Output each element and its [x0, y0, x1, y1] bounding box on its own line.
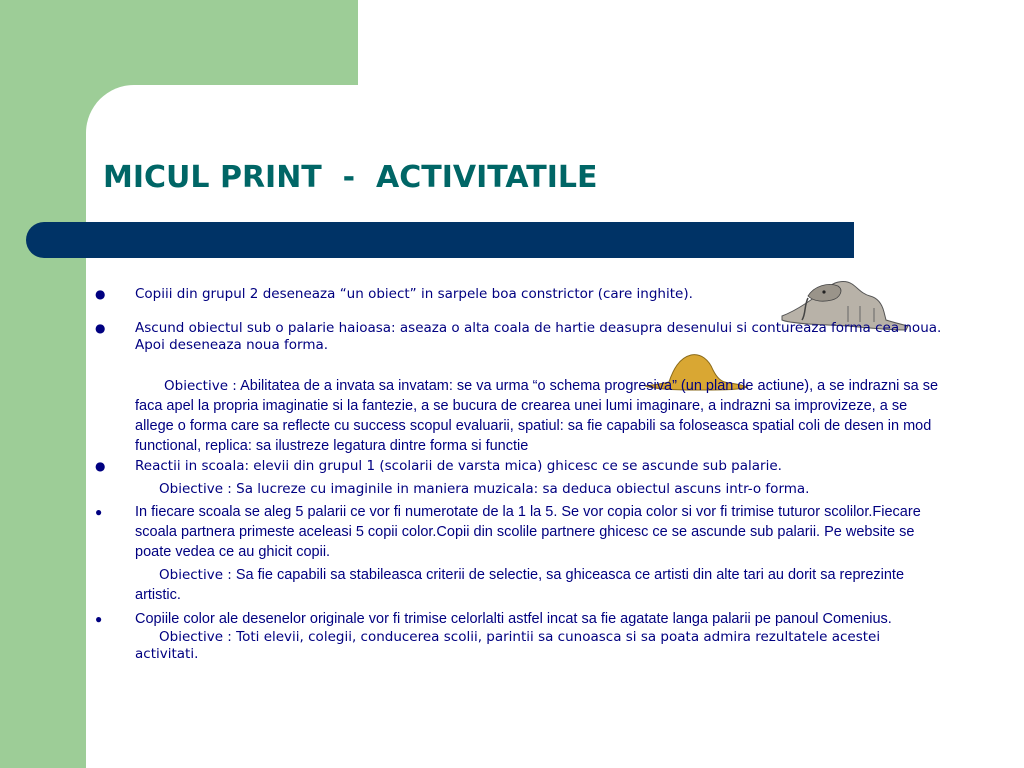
- objective-block-3: [95, 565, 945, 605]
- bullet-item-5: [95, 609, 945, 629]
- objective-label: Obiective :: [159, 567, 232, 583]
- objective-text: Sa lucreze cu imaginile in maniera muzicala: sa deduca obiectul ascuns intr-o forma.: [231, 481, 810, 497]
- bullet-item-4: [95, 502, 945, 562]
- objective-text: Toti elevii, colegii, conducerea scolii, parintii sa cunoasca si sa poata admira rezultatele acestei activitati.: [135, 629, 881, 662]
- bullet-icon: ●: [95, 287, 106, 301]
- objective-text: Abilitatea de a invata sa invatam: se va urma “o schema progresiva” (un plan de actiune), a se indrazni sa se faca apel la propria imaginatie si la fantezie, a se bucura de crearea unei lumi imaginare, a indrazni sa improvizeze, a se allege o forma care sa reflecte cu success scopul evaluarii, spatiul: sa fie capabili sa foloseasca spatial coli de desen in mod functional, replica: sa ilustreze legatura dintre forma si functie: [135, 378, 939, 454]
- bullet-icon: ●: [95, 321, 106, 335]
- bullet-text: In fiecare scoala se aleg 5 palarii ce vor fi numerotate de la 1 la 5. Se vor copia color si vor fi trimise tuturor scolilor.Fiecare scoala partnera primeste aceleasi 5 copii color.Copii din scolile partnere ghicesc ce se ascunde sub palarii. Pe website se poate vedea ce au ghicit copii.: [135, 504, 921, 560]
- bullet-text: Reactii in scoala: elevii din grupul 1 (scolarii de varsta mica) ghicesc ce se ascunde sub palarie.: [135, 458, 782, 474]
- objective-label: Obiective :: [159, 481, 232, 497]
- objective-label: Obiective :: [164, 378, 237, 394]
- bullet-icon: ●: [95, 612, 103, 626]
- slide-content: [95, 284, 945, 663]
- objective-block-1: [95, 376, 945, 456]
- objective-text: Sa fie capabili sa stabileasca criterii de selectie, sa ghiceasca ce artisti din alte tari au dorit sa reprezinte artistic.: [135, 567, 905, 603]
- bullet-item-2: [95, 320, 945, 354]
- objective-block-4: [95, 629, 945, 663]
- objective-label: Obiective :: [159, 629, 232, 645]
- bullet-icon: ●: [95, 505, 103, 519]
- bullet-text: Copiile color ale desenelor originale vor fi trimise celorlalti astfel incat sa fie agatate langa palarii pe panoul Comenius.: [135, 611, 892, 627]
- bullet-item-3: [95, 456, 945, 476]
- bullet-text: Copiii din grupul 2 deseneaza “un obiect” in sarpele boa constrictor (care inghite).: [135, 286, 693, 302]
- bullet-text: Ascund obiectul sub o palarie haioasa: aseaza o alta coala de hartie deasupra desenului si contureaza forma cea noua. Apoi deseneaza noua forma.: [135, 320, 942, 353]
- title-accent-bar: [26, 222, 854, 258]
- slide-title: MICUL PRINT - ACTIVITATILE: [103, 160, 598, 195]
- objective-block-2: [95, 479, 945, 499]
- bullet-icon: ●: [95, 459, 106, 473]
- bullet-item-1: [95, 284, 945, 304]
